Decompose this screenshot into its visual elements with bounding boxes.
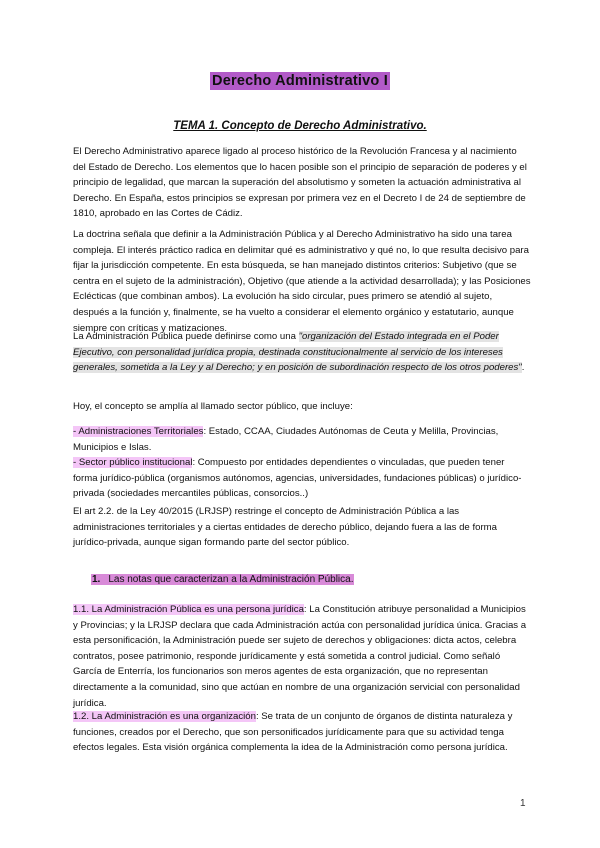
definition-quote: "organización del Estado integrada en el Poder Ejecutivo, con personalidad jurídica propia, destinada constitucionalmente al servicio de los intereses generales, sometida a la Ley y al Derecho; y en posición de subordinación respecto de los otros poderes"	[73, 331, 522, 374]
list-term: - Administraciones Territoriales	[73, 426, 204, 437]
page-number: 1	[520, 798, 526, 809]
definition-end: .	[521, 362, 525, 374]
list-item	[73, 424, 531, 455]
list-item	[73, 455, 531, 502]
subsection-text: : La Constitución atribuye personalidad a Municipios y Provincias; y la LRJSP declara que cada Administración actúa con personalidad jurídica única. Gracias a esta personificación, la Administración puede ser sujeto de derechos y obligaciones: dicta actos, celebra contratos, posee patrimonio, responde jurídicamente y está sometida a control judicial. Como señaló García de Enterría, los funcionarios son meros agentes de esta organización, que no representan directamente a la comunidad, sino que actúan en nombre de una organización servicial con personalidad jurídica.	[73, 604, 527, 709]
list-term: - Sector público institucional	[73, 457, 193, 468]
subsection	[73, 709, 531, 756]
paragraph-sector-publico: Hoy, el concepto se amplía al llamado sector público, que incluye:	[73, 401, 353, 412]
paragraph-lrjsp: El art 2.2. de la Ley 40/2015 (LRJSP) restringe el concepto de Administración Pública a las administraciones territoriales y a ciertas entidades de derecho público, dejando fuera a las de forma jurídico-privada, aunque sigan formando parte del sector público.	[73, 506, 497, 549]
section-heading	[91, 574, 354, 585]
paragraph-definition	[73, 329, 531, 376]
subsection-text: : Se trata de un conjunto de órganos de distinta naturaleza y funciones, creados por el Derecho, que son personificados jurídicamente para que su actividad tenga efectos legales. Esta visión orgánica complementa la idea de la Administración como persona jurídica.	[73, 711, 513, 754]
list-text: : Estado, CCAA, Ciudades Autónomas de Ceuta y Melilla, Provincias, Municipios e Islas.	[73, 426, 499, 453]
definition-intro: La Administración Pública puede definirse como una	[73, 331, 299, 342]
subsection-term: 1.1. La Administración Pública es una persona jurídica	[73, 604, 304, 615]
subsection	[73, 602, 531, 711]
paragraph-origins: El Derecho Administrativo aparece ligado al proceso histórico de la Revolución Francesa y al nacimiento del Estado de Derecho. Los elementos que lo hacen posible son el principio de separación de poderes y el principio de legalidad, que marcan la superación del absolutismo y someten la actuación administrativa al Derecho. En España, estos principios se expresan por primera vez en el Decreto I de 24 de septiembre de 1810, aprobado en las Cortes de Cádiz.	[73, 146, 527, 220]
topic-heading: TEMA 1. Concepto de Derecho Administrativo.	[173, 120, 427, 132]
paragraph-doctrine: La doctrina señala que definir a la Administración Pública y al Derecho Administrativo ha sido una tarea compleja. El interés práctico radica en delimitar qué es administrativo y qué no, lo que resulta decisivo para fijar la jurisdicción competente. En esta búsqueda, se han manejado distintos criterios: Subjetivo (que se centra en el sujeto de la administración), Objetivo (que atiende a la actividad desarrollada); y las Posiciones Eclécticas (que combinan ambos). La evolución ha sido circular, pues primero se atendió al sujeto, después a la función y, finalmente, se ha vuelto a considerar el elemento orgánico y estatutario, aunque siempre con críticas y matizaciones.	[73, 229, 531, 334]
section-title: Las notas que caracterizan a la Administración Pública.	[108, 574, 354, 585]
document-title: Derecho Administrativo I	[212, 73, 388, 89]
subsection-term: 1.2. La Administración es una organización	[73, 711, 256, 722]
section-number: 1.	[92, 574, 101, 585]
list-text: : Compuesto por entidades dependientes o vinculadas, que pueden tener forma jurídico-pública (organismos autónomos, agencias, universidades, fundaciones públicas) o jurídico-privada (sociedades mercantiles públicas, consorcios..)	[73, 457, 522, 500]
